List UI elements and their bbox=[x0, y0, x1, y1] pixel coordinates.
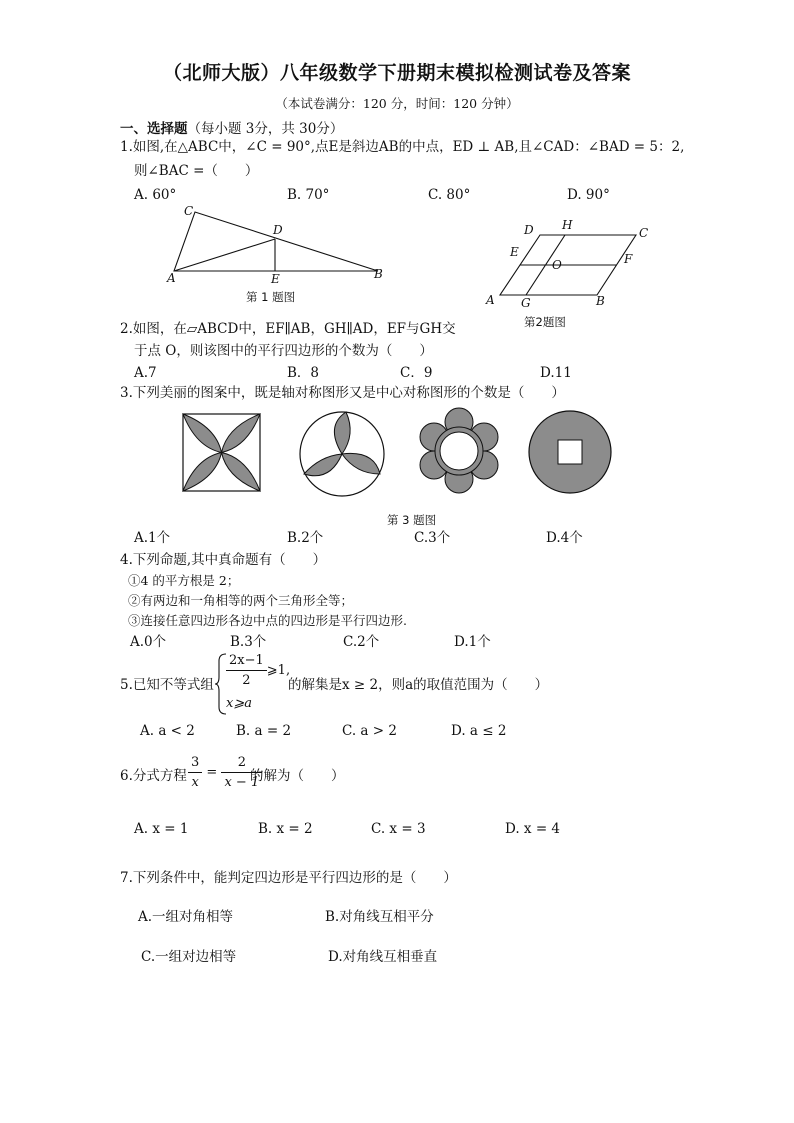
q1-stem-line1: 1.如图,在△ABC中，∠C = 90°,点E是斜边AB的中点，ED ⊥ AB,且∠CAD：∠BAD = 5：2, bbox=[120, 139, 685, 155]
q6-equals: = bbox=[206, 765, 218, 780]
q3-figure bbox=[170, 404, 620, 504]
q3-figure-caption: 第 3 题图 bbox=[387, 513, 437, 527]
q1-stem-line2: 则∠BAC =（ ） bbox=[134, 163, 259, 179]
q6-prefix: 6.分式方程 bbox=[120, 768, 187, 784]
q3-pattern-circle-blades bbox=[300, 412, 384, 496]
q5-fraction-denominator: 2 bbox=[242, 673, 251, 688]
q1-label-b: B bbox=[374, 267, 383, 281]
q4-option-a[interactable]: A.0个 bbox=[130, 634, 167, 650]
page-title: （北师大版）八年级数学下册期末模拟检测试卷及答案 bbox=[162, 62, 631, 84]
q2-label-c: C bbox=[639, 226, 649, 240]
q3-option-a[interactable]: A.1个 bbox=[134, 530, 171, 546]
q1-triangle-abc bbox=[174, 212, 378, 271]
q5-inequality-1 bbox=[226, 653, 290, 688]
q6-lhs-fraction bbox=[188, 755, 202, 790]
q2-option-a[interactable]: A.7 bbox=[134, 365, 157, 381]
q2-label-e: E bbox=[510, 245, 519, 259]
q3-pattern-coin bbox=[529, 411, 611, 493]
q1-option-c[interactable]: C. 80° bbox=[428, 187, 471, 203]
q4-option-c[interactable]: C.2个 bbox=[343, 634, 380, 650]
q2-option-c[interactable]: C．9 bbox=[400, 365, 433, 381]
q2-label-a: A bbox=[486, 293, 495, 307]
q5-inequality-1-relation: ⩾1, bbox=[266, 663, 291, 678]
q1-label-a: A bbox=[167, 271, 176, 285]
q4-option-d[interactable]: D.1个 bbox=[454, 634, 491, 650]
q3-option-d[interactable]: D.4个 bbox=[546, 530, 583, 546]
section-1-label: 一、选择题 bbox=[120, 121, 188, 137]
q2-stem-line1: 2.如图，在▱ABCD中，EF∥AB，GH∥AD，EF与GH交 bbox=[120, 321, 456, 337]
q3-pattern-square-petals bbox=[183, 414, 260, 491]
q6-suffix: 的解为（ ） bbox=[250, 768, 345, 784]
q5-inequality-2: x⩾a bbox=[226, 696, 252, 711]
q6-option-c[interactable]: C. x = 3 bbox=[371, 821, 426, 837]
q5-option-b[interactable]: B. a = 2 bbox=[236, 723, 292, 739]
q7-option-a[interactable]: A.一组对角相等 bbox=[138, 909, 234, 925]
q6-rhs-denominator: x − 1 bbox=[224, 775, 260, 790]
q2-label-f: F bbox=[624, 252, 633, 266]
q1-option-d[interactable]: D. 90° bbox=[567, 187, 610, 203]
q7-option-b[interactable]: B.对角线互相平分 bbox=[325, 909, 434, 925]
q1-label-c: C bbox=[184, 204, 194, 218]
q7-option-d[interactable]: D.对角线互相垂直 bbox=[328, 949, 438, 965]
q5-option-c[interactable]: C. a > 2 bbox=[342, 723, 397, 739]
section-1-header bbox=[120, 117, 343, 137]
q6-option-a[interactable]: A. x = 1 bbox=[134, 821, 189, 837]
page-subtitle: （本试卷满分：120 分，时间：120 分钟） bbox=[275, 96, 519, 111]
q5-fraction bbox=[226, 653, 267, 688]
q2-label-d: D bbox=[524, 223, 534, 237]
q5-option-d[interactable]: D. a ≤ 2 bbox=[451, 723, 507, 739]
q5-prefix: 5.已知不等式组 bbox=[120, 677, 214, 693]
q2-label-o: O bbox=[552, 258, 562, 272]
q2-label-h: H bbox=[562, 218, 573, 232]
q1-option-a[interactable]: A. 60° bbox=[134, 187, 177, 203]
q4-item-2: ②有两边和一角相等的两个三角形全等； bbox=[128, 593, 354, 608]
q3-pattern-flower bbox=[420, 408, 498, 493]
q1-segment-ad bbox=[174, 239, 275, 271]
q7-stem-line1: 7.下列条件中，能判定四边形是平行四边形的是（ ） bbox=[120, 870, 457, 886]
q2-stem-line2: 于点 O，则该图中的平行四边形的个数为（ ） bbox=[134, 343, 433, 359]
q7-option-c[interactable]: C.一组对边相等 bbox=[141, 949, 237, 965]
q2-figure-caption: 第2题图 bbox=[524, 315, 566, 329]
q1-figure-caption: 第 1 题图 bbox=[246, 290, 296, 304]
q4-stem-line1: 4.下列命题,其中真命题有（ ） bbox=[120, 552, 327, 568]
q4-item-3: ③连接任意四边形各边中点的四边形是平行四边形. bbox=[128, 613, 407, 628]
q6-rhs-numerator: 2 bbox=[221, 755, 262, 773]
q3-option-b[interactable]: B.2个 bbox=[287, 530, 324, 546]
q1-option-b[interactable]: B. 70° bbox=[287, 187, 330, 203]
q3-stem-line1: 3.下列美丽的图案中，既是轴对称图形又是中心对称图形的个数是（ ） bbox=[120, 385, 565, 401]
q1-label-e: E bbox=[271, 272, 280, 286]
q3-option-c[interactable]: C.3个 bbox=[414, 530, 451, 546]
q6-option-b[interactable]: B. x = 2 bbox=[258, 821, 313, 837]
q6-lhs-denominator: x bbox=[191, 775, 199, 790]
q2-figure bbox=[482, 216, 662, 316]
q1-label-d: D bbox=[273, 223, 283, 237]
q2-label-b: B bbox=[596, 294, 605, 308]
q2-option-b[interactable]: B．8 bbox=[287, 365, 320, 381]
q5-option-a[interactable]: A. a < 2 bbox=[140, 723, 195, 739]
section-1-note: （每小题 3分，共 30分） bbox=[187, 121, 344, 137]
q6-lhs-numerator: 3 bbox=[188, 755, 202, 773]
q4-item-1: ①4 的平方根是 2； bbox=[128, 573, 240, 588]
q6-option-d[interactable]: D. x = 4 bbox=[505, 821, 561, 837]
q5-suffix: 的解集是x ≥ 2，则a的取值范围为（ ） bbox=[288, 677, 549, 693]
q2-option-d[interactable]: D.11 bbox=[540, 365, 572, 381]
q2-label-g: G bbox=[521, 296, 531, 310]
q5-fraction-numerator: 2x−1 bbox=[226, 653, 267, 671]
q4-option-b[interactable]: B.3个 bbox=[230, 634, 267, 650]
